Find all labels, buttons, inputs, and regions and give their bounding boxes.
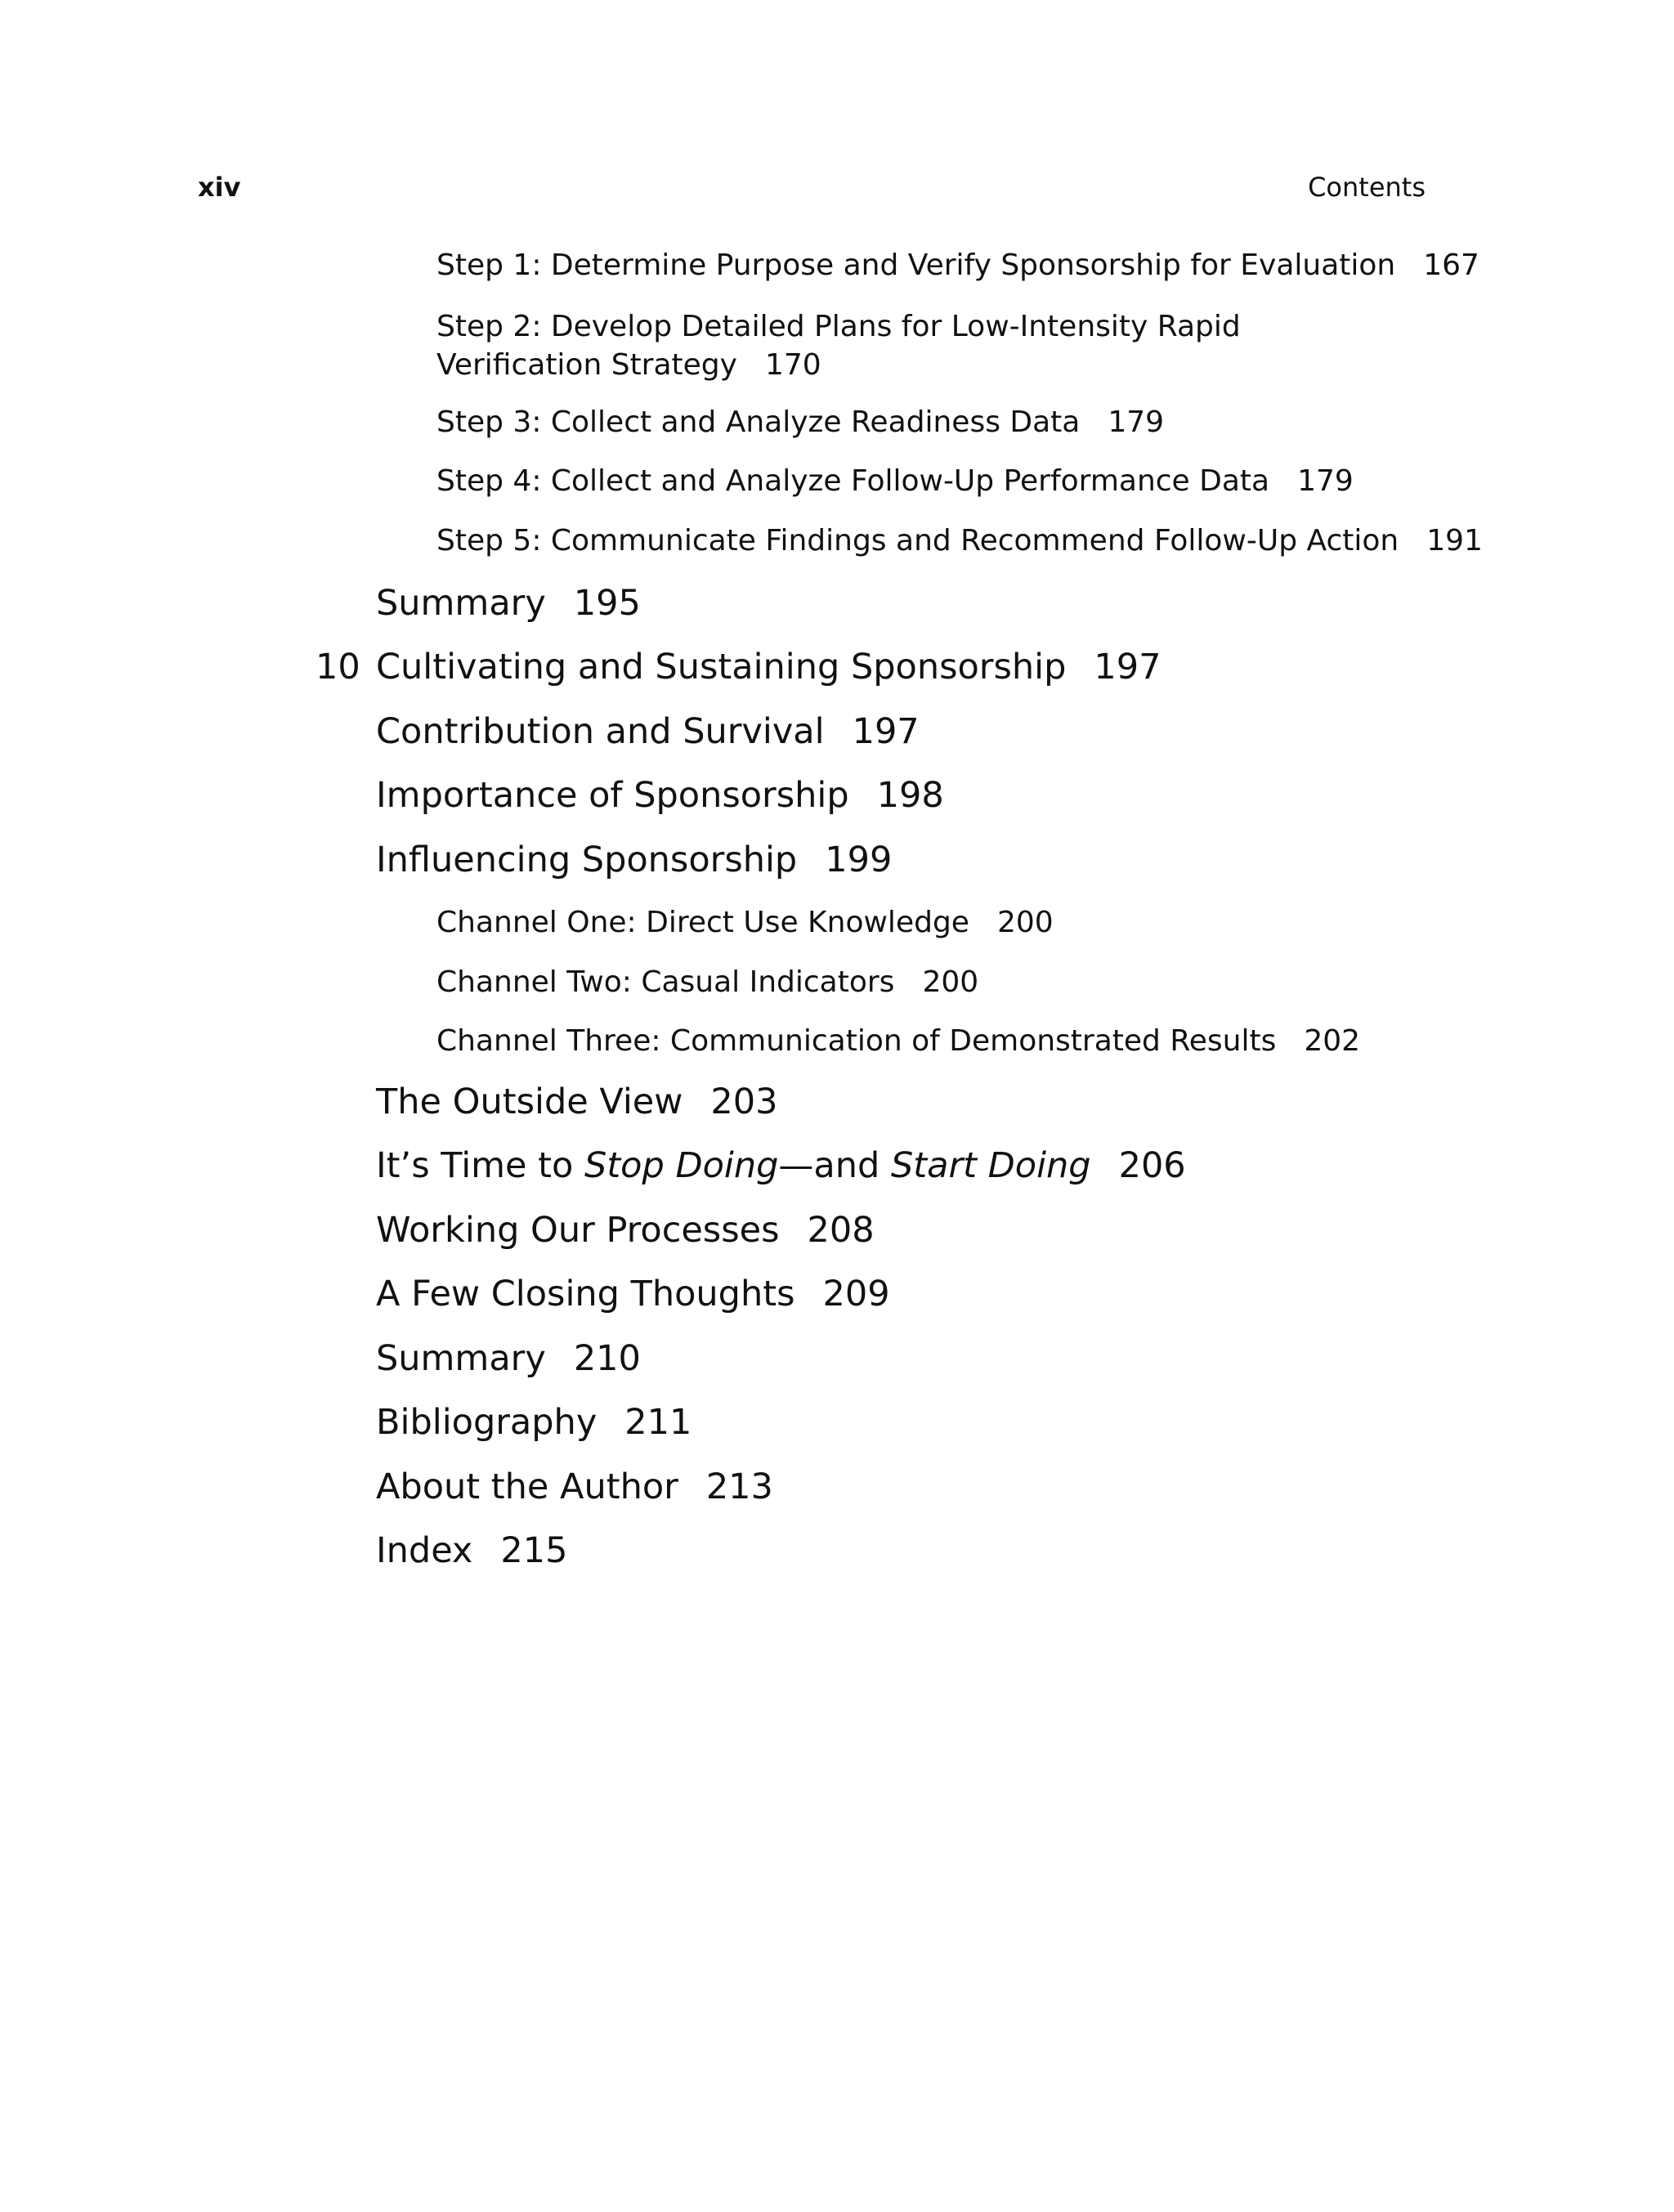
toc-entry-title: Channel Two: Casual Indicators	[436, 965, 895, 999]
toc-page-number: 200	[922, 965, 979, 999]
toc-entry-about-author	[376, 1466, 773, 1507]
toc-page-number: 202	[1304, 1024, 1361, 1058]
toc-entry-summary	[376, 583, 641, 624]
toc-entry-step-2	[436, 307, 1241, 384]
toc-entry-title: Summary	[376, 583, 546, 624]
toc-entry-channel-2	[436, 965, 978, 999]
toc-page-number: 170	[764, 348, 821, 382]
toc-entry-channel-1	[436, 906, 1054, 939]
toc-page-number: 208	[807, 1210, 875, 1251]
toc-entry-title-part-3: —and	[778, 1145, 891, 1186]
toc-page-number: 195	[573, 583, 641, 624]
toc-entry-title-italic-2: Start Doing	[890, 1145, 1091, 1186]
toc-entry-importance	[376, 775, 944, 816]
toc-page-number: 167	[1423, 249, 1479, 282]
toc-entry-title: Summary	[376, 1338, 546, 1379]
toc-entry-working	[376, 1210, 875, 1251]
toc-entry-title-line-1: Step 2: Develop Detailed Plans for Low-Intensity Rapid	[436, 310, 1241, 343]
toc-entry-title: Step 3: Collect and Analyze Readiness Data	[436, 405, 1081, 439]
page-folio: xiv	[198, 172, 241, 203]
toc-entry-title: Cultivating and Sustaining Sponsorship	[376, 647, 1067, 687]
toc-entry-title: Step 5: Communicate Findings and Recommend Follow-Up Action	[436, 524, 1399, 557]
toc-page-number: 179	[1297, 464, 1354, 498]
toc-entry-title: Importance of Sponsorship	[376, 775, 849, 816]
toc-entry-title: Step 1: Determine Purpose and Verify Sponsorship for Evaluation	[436, 249, 1396, 282]
toc-page-number: 179	[1108, 405, 1165, 439]
toc-entry-title-line-2: Verification Strategy	[436, 348, 737, 382]
toc-page-number: 200	[996, 906, 1054, 939]
toc-page-number: 197	[1094, 647, 1162, 687]
toc-page-number: 209	[822, 1274, 890, 1314]
toc-entry-title: Channel One: Direct Use Knowledge	[436, 906, 969, 939]
toc-entry-title: Contribution and Survival	[376, 711, 825, 752]
toc-entry-outside-view	[376, 1081, 778, 1122]
toc-entry-step-5	[436, 524, 1483, 557]
toc-entry-bibliography	[376, 1402, 692, 1443]
toc-page-number: 203	[710, 1081, 778, 1122]
toc-entry-step-1	[436, 249, 1479, 282]
toc-entry-title: Working Our Processes	[376, 1210, 780, 1251]
toc-entry-influencing	[376, 840, 892, 880]
toc-entry-title: A Few Closing Thoughts	[376, 1274, 795, 1314]
toc-page-number: 198	[876, 775, 944, 816]
toc-entry-title-italic-1: Stop Doing	[584, 1145, 779, 1186]
toc-entry-title: Index	[376, 1530, 473, 1571]
toc-page-number: 211	[624, 1402, 692, 1443]
toc-entry-title: Channel Three: Communication of Demonstrated Results	[436, 1024, 1277, 1058]
toc-entry-summary-2	[376, 1338, 641, 1379]
toc-entry-channel-3	[436, 1024, 1360, 1058]
toc-entry-step-3	[436, 405, 1164, 439]
toc-entry-step-4	[436, 464, 1354, 498]
toc-page-number: 191	[1426, 524, 1483, 557]
toc-page-number: 199	[825, 840, 893, 880]
toc-page-number: 210	[573, 1338, 641, 1379]
toc-entry-contribution	[376, 711, 920, 752]
toc-page-number: 213	[705, 1466, 773, 1507]
toc-entry-chapter-10	[376, 647, 1161, 687]
running-head: Contents	[1308, 172, 1426, 203]
toc-page-number: 197	[852, 711, 920, 752]
toc-entry-title: Step 4: Collect and Analyze Follow-Up Performance Data	[436, 464, 1270, 498]
toc-page-number: 206	[1118, 1145, 1186, 1186]
toc-entry-title: Bibliography	[376, 1402, 598, 1443]
toc-page-number: 215	[500, 1530, 568, 1571]
toc-entry-closing	[376, 1274, 890, 1314]
toc-entry-title-part-1: It’s Time to	[376, 1145, 585, 1186]
toc-entry-index	[376, 1530, 567, 1571]
toc-entry-its-time	[376, 1145, 1186, 1186]
toc-entry-title: About the Author	[376, 1466, 678, 1507]
chapter-number: 10	[316, 647, 360, 687]
toc-entry-title: Influencing Sponsorship	[376, 840, 798, 880]
toc-entry-title: The Outside View	[376, 1081, 683, 1122]
